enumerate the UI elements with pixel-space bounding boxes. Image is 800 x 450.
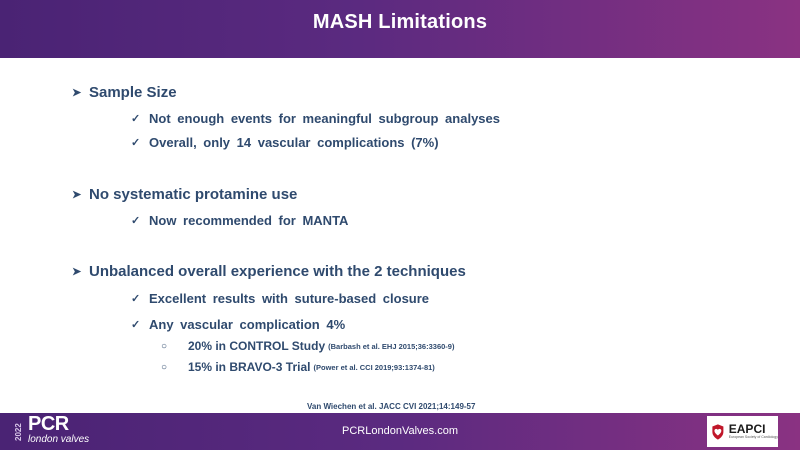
bullet-item bbox=[131, 291, 429, 306]
citation: (Barbash et al. EHJ 2015;36:3360-9) bbox=[328, 341, 455, 351]
sub-bullet-item bbox=[161, 360, 435, 374]
slide-title: MASH Limitations bbox=[312, 10, 488, 33]
arrow-bullet-icon: ➤ bbox=[72, 189, 82, 201]
bullet-item bbox=[131, 135, 439, 150]
citation: (Power et al. CCI 2019;93:1374-81) bbox=[313, 362, 435, 372]
checkmark-icon: ✓ bbox=[131, 215, 141, 227]
checkmark-icon: ✓ bbox=[131, 319, 141, 331]
section-label: Unbalanced overall experience with the 2 techniques bbox=[89, 263, 466, 280]
eapci-logo bbox=[707, 416, 778, 447]
bullet-item bbox=[131, 317, 345, 332]
bullet-text: Not enough events for meaningful subgroup analyses bbox=[149, 111, 500, 126]
circle-bullet-icon: ○ bbox=[161, 361, 168, 373]
source-reference: Van Wiechen et al. JACC CVI 2021;14:149-57 bbox=[307, 402, 476, 411]
sub-bullet-item bbox=[161, 339, 454, 353]
sub-bullet-text: 20% in CONTROL Study bbox=[188, 339, 326, 353]
bullet-text: Overall, only 14 vascular complications (7%) bbox=[149, 135, 439, 150]
section-label: No systematic protamine use bbox=[89, 186, 298, 203]
partner-tagline: European Society of Cardiology bbox=[728, 435, 778, 439]
logo-name: PCR bbox=[28, 413, 69, 435]
section-heading bbox=[72, 186, 297, 203]
bullet-item bbox=[131, 111, 500, 126]
checkmark-icon: ✓ bbox=[131, 293, 141, 305]
arrow-bullet-icon: ➤ bbox=[72, 87, 82, 99]
heart-shield-icon bbox=[711, 420, 725, 444]
sub-bullet-text: 15% in BRAVO-3 Trial bbox=[188, 360, 311, 374]
logo-year: 2022 bbox=[14, 423, 23, 441]
checkmark-icon: ✓ bbox=[131, 113, 141, 125]
arrow-bullet-icon: ➤ bbox=[72, 266, 82, 278]
bullet-text: Any vascular complication 4% bbox=[149, 317, 346, 332]
section-heading bbox=[72, 263, 466, 280]
checkmark-icon: ✓ bbox=[131, 137, 141, 149]
bullet-text: Excellent results with suture-based closure bbox=[149, 291, 430, 306]
circle-bullet-icon: ○ bbox=[161, 340, 168, 352]
bullet-item bbox=[131, 213, 348, 228]
footer-url[interactable]: PCRLondonValves.com bbox=[342, 425, 458, 437]
bullet-text: Now recommended for MANTA bbox=[149, 213, 349, 228]
section-label: Sample Size bbox=[89, 84, 177, 101]
slide-header bbox=[0, 0, 800, 58]
logo-subtitle: london valves bbox=[28, 434, 90, 445]
slide-footer bbox=[0, 413, 800, 450]
section-heading bbox=[72, 84, 177, 101]
partner-logo-text: EAPCI bbox=[728, 422, 766, 436]
slide-content bbox=[0, 58, 800, 413]
